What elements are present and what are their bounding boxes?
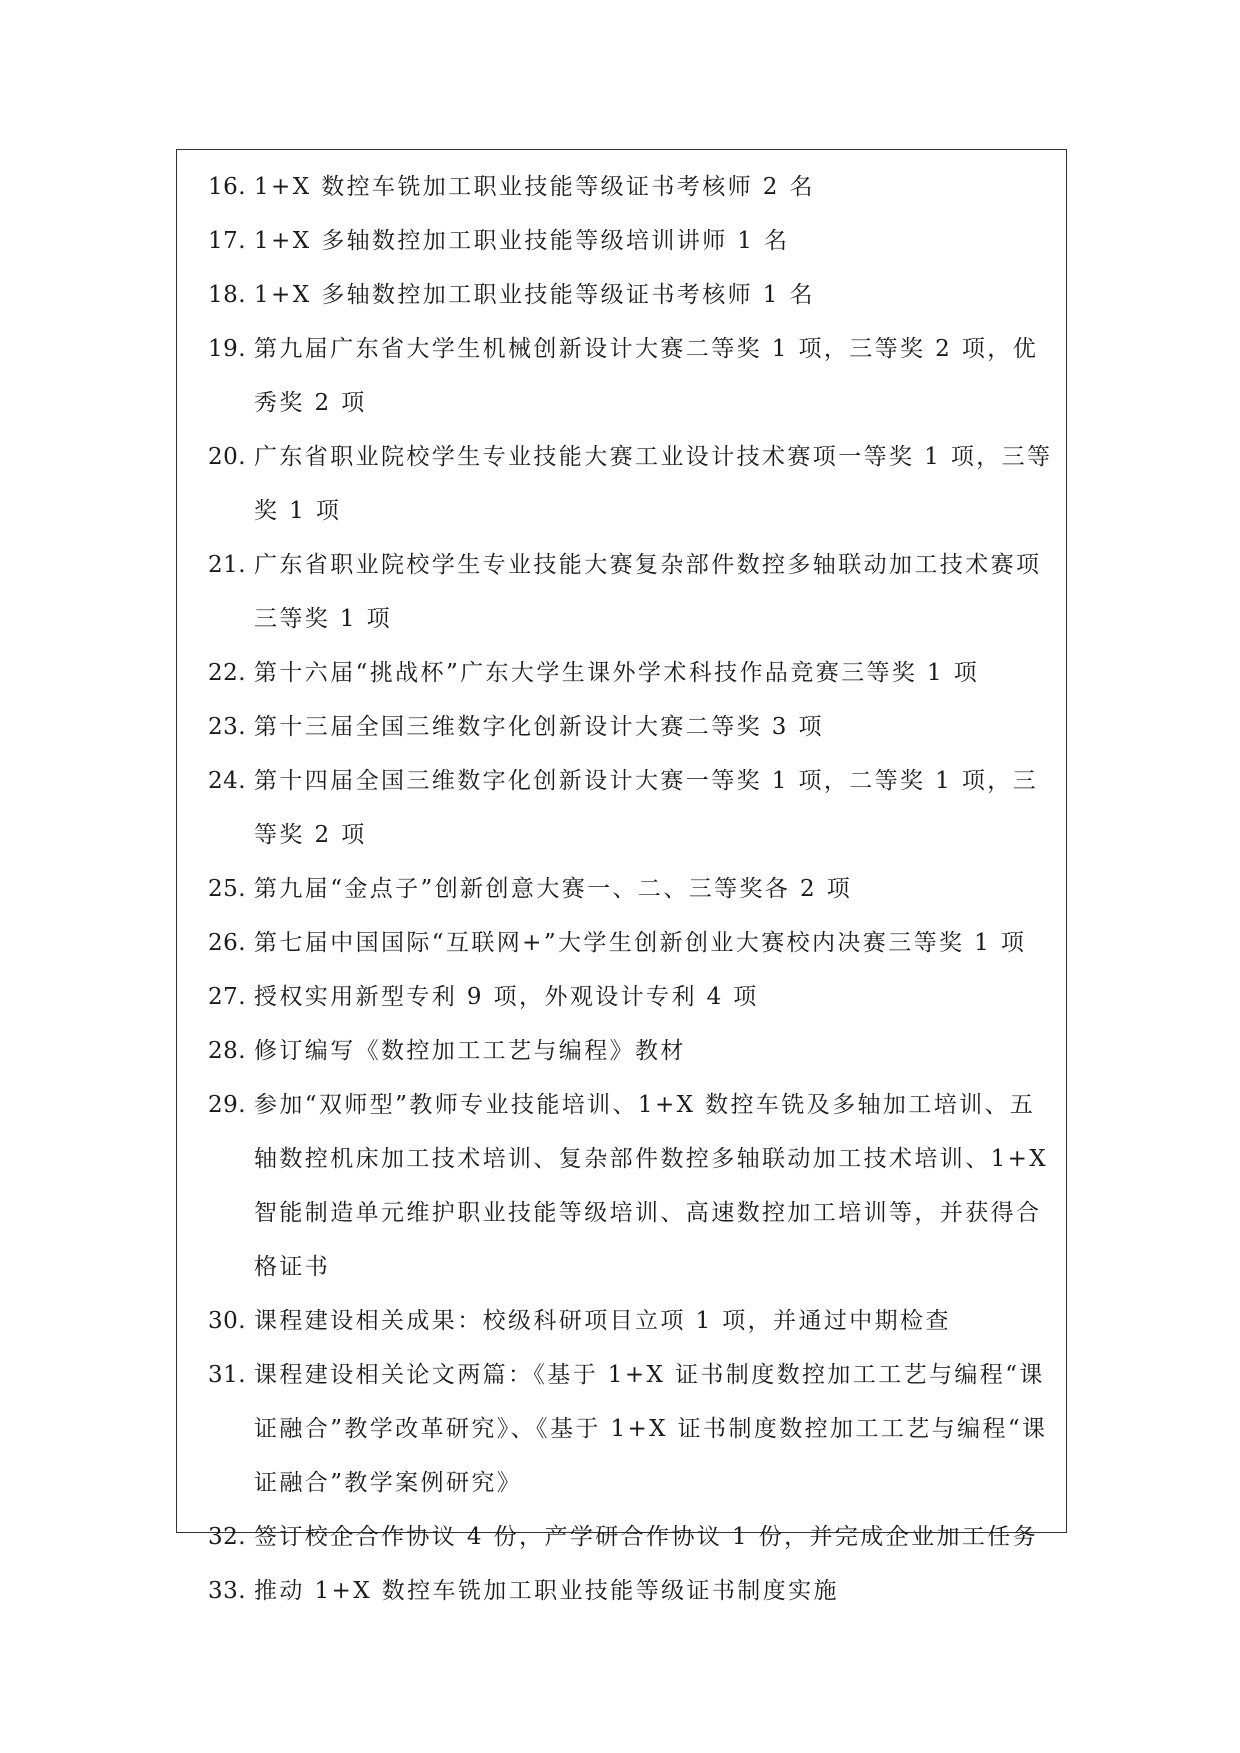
item-number: 31. <box>208 1362 247 1388</box>
item-number: 21. <box>208 552 247 578</box>
list-item <box>208 862 1053 916</box>
item-text: 推动 1+X 数控车铣加工职业技能等级证书制度实施 <box>254 1578 839 1604</box>
item-number: 27. <box>208 984 247 1010</box>
item-text: 广东省职业院校学生专业技能大赛工业设计技术赛项一等奖 1 项，三等奖 1 项 <box>254 444 1053 524</box>
list-item <box>208 214 1053 268</box>
item-text: 第九届广东省大学生机械创新设计大赛二等奖 1 项，三等奖 2 项，优秀奖 2 项 <box>254 336 1039 416</box>
item-text: 1+X 数控车铣加工职业技能等级证书考核师 2 名 <box>254 174 815 200</box>
item-number: 28. <box>208 1038 247 1064</box>
item-text: 参加“双师型”教师专业技能培训、1+X 数控车铣及多轴加工培训、五轴数控机床加工技术培训、复杂部件数控多轴联动加工技术培训、1+X 智能制造单元维护职业技能等级培训、高速数控加工培训等，并获得合格证书 <box>254 1092 1049 1280</box>
item-text: 广东省职业院校学生专业技能大赛复杂部件数控多轴联动加工技术赛项三等奖 1 项 <box>254 552 1042 632</box>
item-text: 签订校企合作协议 4 份，产学研合作协议 1 份，并完成企业加工任务 <box>254 1524 1039 1550</box>
list-item <box>208 700 1053 754</box>
list-item <box>208 1078 1053 1294</box>
item-text: 授权实用新型专利 9 项，外观设计专利 4 项 <box>254 984 759 1010</box>
item-number: 16. <box>208 174 247 200</box>
item-number: 30. <box>208 1308 247 1334</box>
item-number: 19. <box>208 336 247 362</box>
item-number: 17. <box>208 228 247 254</box>
item-number: 33. <box>208 1578 247 1604</box>
item-text: 第七届中国国际“互联网+”大学生创新创业大赛校内决赛三等奖 1 项 <box>254 930 1027 956</box>
item-number: 20. <box>208 444 247 470</box>
list-item <box>208 916 1053 970</box>
item-text: 1+X 多轴数控加工职业技能等级培训讲师 1 名 <box>254 228 790 254</box>
item-text: 第十六届“挑战杯”广东大学生课外学术科技作品竞赛三等奖 1 项 <box>254 660 980 686</box>
list-item <box>208 1564 1053 1618</box>
document-table-cell <box>176 149 1067 1604</box>
list-item <box>208 538 1053 646</box>
item-number: 22. <box>208 660 247 686</box>
list-item <box>208 1348 1053 1510</box>
list-item <box>208 322 1053 430</box>
item-text: 第十四届全国三维数字化创新设计大赛一等奖 1 项，二等奖 1 项，三等奖 2 项 <box>254 768 1039 848</box>
item-number: 24. <box>208 768 247 794</box>
list-item <box>208 970 1053 1024</box>
list-item <box>208 160 1053 214</box>
item-text: 第十三届全国三维数字化创新设计大赛二等奖 3 项 <box>254 714 824 740</box>
list-item <box>208 1510 1053 1564</box>
item-text: 修订编写《数控加工工艺与编程》教材 <box>254 1038 686 1064</box>
item-number: 32. <box>208 1524 247 1550</box>
list-item <box>208 1294 1053 1348</box>
item-number: 23. <box>208 714 247 740</box>
item-text: 课程建设相关论文两篇：《基于 1+X 证书制度数控加工工艺与编程“课证融合”教学改革研究》、《基于 1+X 证书制度数控加工工艺与编程“课证融合”教学案例研究》 <box>254 1362 1048 1496</box>
list-item <box>208 430 1053 538</box>
item-text: 第九届“金点子”创新创意大赛一、二、三等奖各 2 项 <box>254 876 853 902</box>
item-text: 课程建设相关成果：校级科研项目立项 1 项，并通过中期检查 <box>254 1308 951 1334</box>
list-item <box>208 646 1053 700</box>
item-number: 26. <box>208 930 247 956</box>
item-number: 29. <box>208 1092 247 1118</box>
list-item <box>208 754 1053 862</box>
list-item <box>208 1024 1053 1078</box>
item-number: 25. <box>208 876 247 902</box>
item-number: 18. <box>208 282 247 308</box>
achievement-list <box>208 160 1053 1618</box>
item-text: 1+X 多轴数控加工职业技能等级证书考核师 1 名 <box>254 282 815 308</box>
list-item <box>208 268 1053 322</box>
